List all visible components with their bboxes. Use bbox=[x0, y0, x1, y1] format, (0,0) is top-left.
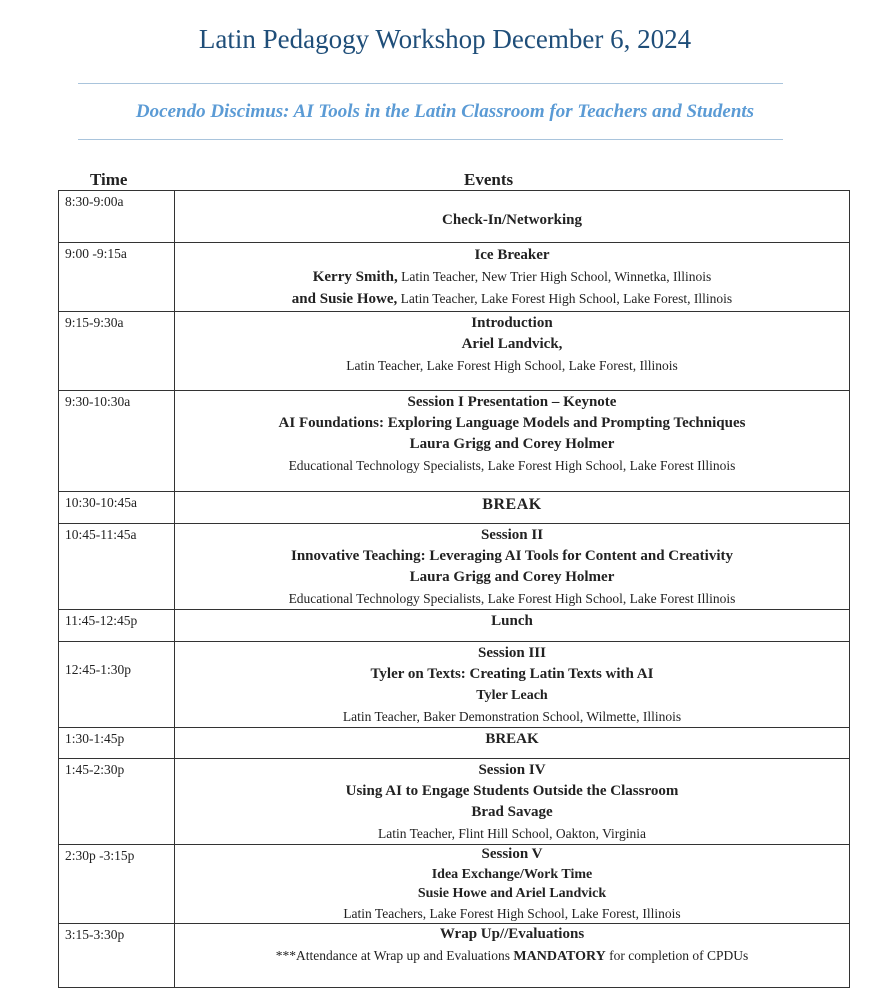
table-row bbox=[59, 524, 850, 610]
table-row bbox=[59, 845, 850, 924]
speaker-name: Kerry Smith, bbox=[312, 269, 398, 285]
event-title: Session II bbox=[480, 527, 544, 543]
table-row bbox=[59, 728, 850, 759]
event-title: Session IV bbox=[478, 762, 546, 778]
session-topic: AI Foundations: Exploring Language Models and Prompting Techniques bbox=[278, 415, 746, 431]
event-title: BREAK bbox=[485, 731, 539, 747]
session-topic: Tyler on Texts: Creating Latin Texts with AI bbox=[370, 666, 654, 682]
session-topic: Innovative Teaching: Leveraging AI Tools for Content and Creativity bbox=[291, 548, 733, 564]
speaker-affiliation: Latin Teacher, Lake Forest High School, Lake Forest, Illinois bbox=[397, 291, 733, 306]
event-title: Check-In/Networking bbox=[441, 212, 582, 228]
speaker-line bbox=[175, 288, 849, 310]
top-divider bbox=[78, 83, 783, 84]
speaker-name: Tyler Leach bbox=[476, 688, 548, 703]
speaker-name: and Susie Howe, bbox=[291, 291, 398, 307]
schedule-table bbox=[58, 190, 850, 988]
mandatory-emphasis: MANDATORY bbox=[513, 949, 606, 964]
note-text: for completion of CPDUs bbox=[605, 948, 749, 963]
speaker-affiliation: Latin Teacher, Lake Forest High School, Lake Forest, Illinois bbox=[346, 358, 678, 373]
table-row bbox=[59, 243, 850, 312]
event-cell bbox=[175, 610, 850, 642]
event-cell bbox=[175, 728, 850, 759]
speaker-affiliation: Latin Teacher, Flint Hill School, Oakton, Virginia bbox=[377, 826, 647, 841]
event-cell bbox=[175, 312, 850, 391]
event-title: Lunch bbox=[491, 613, 533, 629]
speaker-name: Laura Grigg and Corey Holmer bbox=[409, 569, 615, 585]
event-title: BREAK bbox=[482, 496, 542, 513]
page-title: Latin Pedagogy Workshop December 6, 2024 bbox=[198, 24, 692, 54]
time-cell: 11:45-12:45p bbox=[59, 610, 175, 642]
speaker-affiliation: Latin Teachers, Lake Forest High School, Lake Forest, Illinois bbox=[343, 905, 681, 921]
table-row bbox=[59, 642, 850, 728]
session-topic: Using AI to Engage Students Outside the Classroom bbox=[345, 783, 679, 799]
speaker-name: Ariel Landvick, bbox=[461, 336, 563, 352]
session-topic: Idea Exchange/Work Time bbox=[431, 866, 593, 882]
event-cell bbox=[175, 191, 850, 243]
table-row bbox=[59, 312, 850, 391]
bottom-divider bbox=[78, 139, 783, 140]
table-row bbox=[59, 924, 850, 988]
speaker-affiliation: Educational Technology Specialists, Lake Forest High School, Lake Forest Illinois bbox=[288, 591, 736, 606]
event-cell bbox=[175, 845, 850, 924]
event-cell bbox=[175, 924, 850, 988]
time-cell: 10:30-10:45a bbox=[59, 492, 175, 524]
event-cell bbox=[175, 492, 850, 524]
speaker-name: Brad Savage bbox=[471, 804, 553, 820]
column-header-time: Time bbox=[90, 170, 128, 189]
event-title: Ice Breaker bbox=[474, 247, 550, 263]
speaker-name: Susie Howe and Ariel Landvick bbox=[417, 886, 607, 901]
table-row bbox=[59, 391, 850, 492]
time-cell: 2:30p -3:15p bbox=[59, 845, 175, 924]
time-cell: 8:30-9:00a bbox=[59, 191, 175, 243]
attendance-note bbox=[175, 945, 849, 967]
event-cell bbox=[175, 524, 850, 610]
speaker-affiliation: Latin Teacher, New Trier High School, Winnetka, Illinois bbox=[397, 269, 712, 284]
time-cell: 9:30-10:30a bbox=[59, 391, 175, 492]
time-cell: 12:45-1:30p bbox=[59, 642, 175, 728]
speaker-affiliation: Educational Technology Specialists, Lake Forest High School, Lake Forest Illinois bbox=[288, 458, 736, 473]
event-title: Introduction bbox=[471, 315, 553, 331]
time-cell: 9:00 -9:15a bbox=[59, 243, 175, 312]
time-cell: 3:15-3:30p bbox=[59, 924, 175, 988]
table-row bbox=[59, 610, 850, 642]
note-text: ***Attendance at Wrap up and Evaluations bbox=[275, 948, 514, 963]
event-cell bbox=[175, 391, 850, 492]
time-cell: 1:30-1:45p bbox=[59, 728, 175, 759]
speaker-affiliation: Latin Teacher, Baker Demonstration School, Wilmette, Illinois bbox=[342, 709, 682, 724]
speaker-line bbox=[175, 266, 849, 288]
event-title: Session I Presentation – Keynote bbox=[407, 394, 617, 410]
column-header-events: Events bbox=[464, 170, 514, 189]
speaker-name: Laura Grigg and Corey Holmer bbox=[409, 436, 615, 452]
event-cell bbox=[175, 642, 850, 728]
table-row bbox=[59, 191, 850, 243]
event-title: Session V bbox=[481, 846, 543, 862]
event-title: Session III bbox=[478, 645, 546, 661]
event-title: Wrap Up//Evaluations bbox=[439, 926, 585, 942]
time-cell: 9:15-9:30a bbox=[59, 312, 175, 391]
time-cell: 1:45-2:30p bbox=[59, 759, 175, 845]
event-cell bbox=[175, 759, 850, 845]
table-row bbox=[59, 492, 850, 524]
time-cell: 10:45-11:45a bbox=[59, 524, 175, 610]
page-subtitle: Docendo Discimus: AI Tools in the Latin Classroom for Teachers and Students bbox=[135, 101, 755, 122]
event-cell bbox=[175, 243, 850, 312]
table-row bbox=[59, 759, 850, 845]
